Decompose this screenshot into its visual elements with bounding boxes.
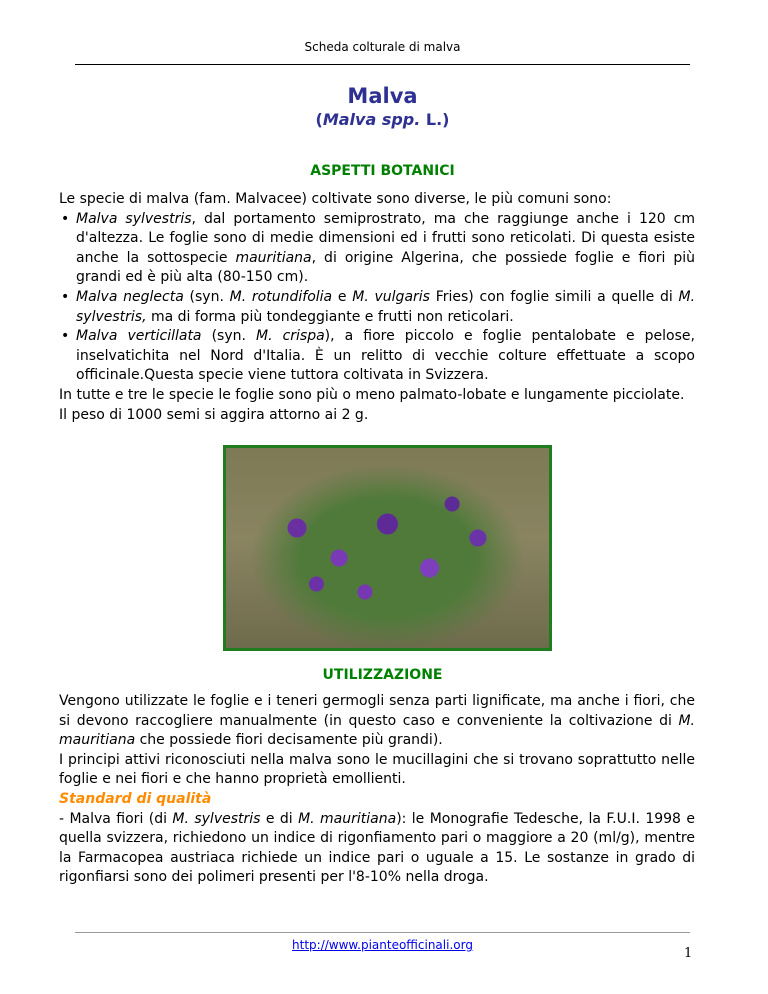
species-list: [59, 210, 695, 386]
botanical-para-leaves: In tutte e tre le specie le foglie sono più o meno palmato-lobate e lungamente picciolate.: [59, 386, 685, 403]
quality-text-run: ): le Monografie Tedesche, la F.U.I. 1998 e quella svizzera, richiedono un indice di rigonfiamento pari o maggiore a 20 (ml/g), mentre la Farmacopea austriaca richiede un indice pari o uguale a 15. Le sostanze in grado di rigonfiarsi sono dei polimeri presenti per l'8-10% nella droga.: [59, 810, 695, 886]
page-number: 1: [684, 946, 693, 961]
species-item-verticillata: [59, 327, 695, 386]
mallow-plant-photo: [223, 445, 552, 651]
bullet-icon: •: [61, 288, 70, 305]
species-text: ), a fiore piccolo e foglie pentalobate e pelose, inselvatichita nel Nord d'Italia. È un relitto di vecchie colture effettuate a scopo officinale.Questa specie viene tuttora coltivata in Svizzera.: [76, 328, 695, 384]
species-text: e: [332, 288, 353, 305]
species-name: M. sylvestris: [172, 810, 261, 827]
subtitle-open-paren: (: [315, 110, 323, 129]
uses-para-parts: [59, 692, 695, 751]
page-subtitle: [75, 110, 690, 129]
botanical-para-seeds: Il peso di 1000 semi si aggira attorno ai 2 g.: [59, 406, 369, 423]
species-name: M. mauritiana: [298, 810, 397, 827]
quality-heading-text: Standard di qualità: [59, 790, 212, 807]
species-name: M. crispa: [255, 328, 325, 345]
species-text: ma di forma più tondeggiante e frutti non reticolari.: [146, 308, 514, 325]
botanical-text: [59, 190, 695, 425]
species-text: , dal portamento semiprostrato, ma che raggiunge anche i 120 cm d'altezza. Le foglie sono di medie dimensioni ed i frutti sono reticolati. Di questa esiste anche la sottospecie: [76, 210, 696, 266]
uses-text: [59, 692, 695, 888]
section-heading-botanical: ASPETTI BOTANICI: [310, 163, 455, 179]
subtitle-species: Malva spp.: [322, 110, 421, 129]
uses-text-run: Vengono utilizzate le foglie e i teneri germogli senza parti lignificate, ma anche i fiori, che si devono raccogliere manualmente (in questo caso e conveniente la coltivazione di: [59, 693, 695, 729]
subtitle-author: L.): [420, 110, 450, 129]
page-title: Malva: [347, 84, 418, 108]
bullet-icon: •: [61, 328, 70, 345]
species-name: M. sylvestris,: [76, 288, 696, 325]
species-item-neglecta: [59, 288, 695, 327]
species-name: Malva neglecta: [76, 288, 184, 305]
section-heading-uses: UTILIZZAZIONE: [322, 667, 443, 683]
species-text: (syn.: [201, 328, 256, 345]
species-name: M. rotundifolia: [229, 288, 333, 305]
quality-standard-heading: [59, 790, 695, 810]
bullet-icon: •: [61, 210, 70, 227]
page-header: Scheda colturale di malva: [304, 40, 461, 54]
quality-text-run: - Malva fiori (di: [59, 810, 173, 827]
footer-divider: [75, 932, 690, 933]
uses-text-run: che possiede fiori decisamente più grandi).: [135, 732, 443, 749]
species-name: M. vulgaris: [352, 288, 430, 305]
botanical-intro: Le specie di malva (fam. Malvacee) coltivate sono diverse, le più comuni sono:: [59, 191, 612, 207]
header-divider: [75, 64, 690, 65]
species-text: Fries) con foglie simili a quelle di: [429, 288, 679, 305]
species-name: Malva sylvestris: [76, 210, 192, 227]
species-item-sylvestris: [59, 210, 695, 288]
quality-standard-para: [59, 810, 695, 888]
species-text: , di origine Algerina, che possiede foglie e fiori più grandi ed è più alta (80-150 cm).: [76, 249, 695, 286]
species-name: Malva verticillata: [76, 328, 202, 345]
quality-text-run: e di: [260, 810, 299, 827]
species-name: mauritiana: [235, 249, 312, 266]
species-name: M. mauritiana: [59, 712, 695, 749]
footer-website-link[interactable]: http://www.pianteofficinali.org: [292, 938, 473, 952]
uses-para-principles: I principi attivi riconosciuti nella malva sono le mucillagini che si trovano soprattutto nelle foglie e nei fiori e che hanno proprietà emollienti.: [59, 751, 695, 788]
species-text: (syn.: [183, 288, 230, 305]
